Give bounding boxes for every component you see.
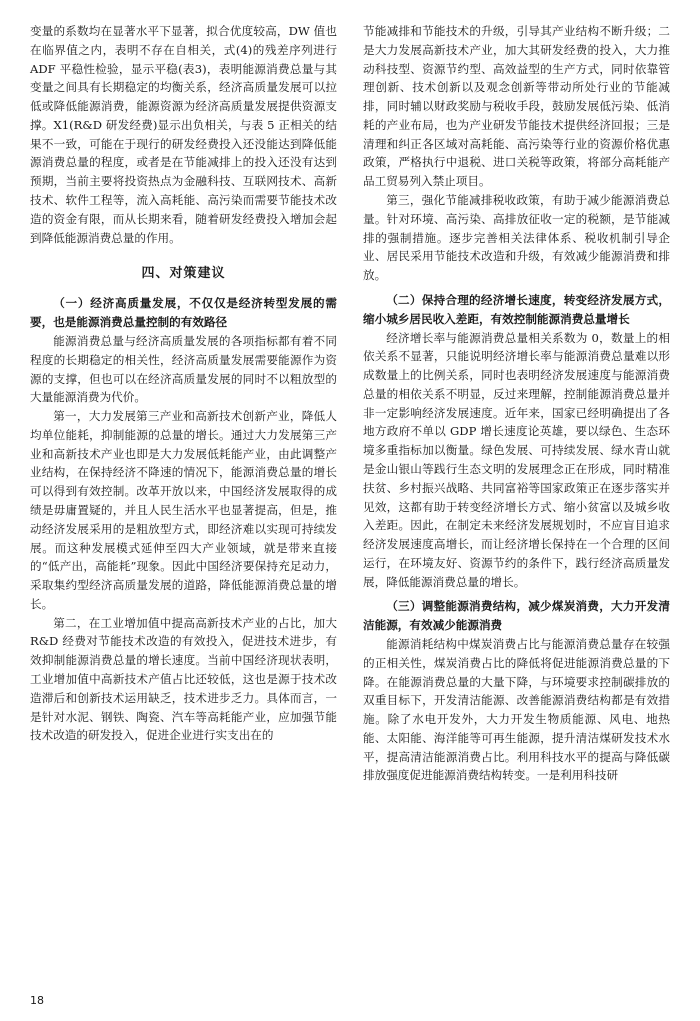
two-column-layout <box>30 22 670 964</box>
subsection-heading: （二）保持合理的经济增长速度，转变经济发展方式，缩小城乡居民收入差距，有效控制能源消费总量增长 <box>363 292 670 326</box>
section-heading: 四、对策建议 <box>141 266 226 282</box>
paragraph: 经济增长率与能源消费总量相关系数为 0，数量上的相依关系不显著，只能说明经济增长率与能源消费总量难以形成数量上的比例关系，同时也表明经济发展速度与能源消费总量的相依关系不明显，反过来理解，控制能源消费总量并非一定影响经济发展速度。近年来，国家已经明确提出了各地方政府不单以 GDP 增长速度论英雄，要以绿色、生态环境多重指标加以衡量。绿色发展、可持续发展、绿水青山就是金山银山等践行生态文明的发展理念正在形成，同时精准扶贫、乡村振兴战略、共同富裕等国家政策正在逐步落实并见效，这都有助于转变经济增长方式、缩小贫富以及城乡收入差距。因此，在制定未来经济发展规划时，不应盲目追求经济发展速度高增长，而让经济增长保持在一个合理的区间运行，在环境友好、资源节约的条件下，践行经济高质量发展，降低能源消费总量的增长。 <box>363 330 670 589</box>
paragraph: 变量的系数均在显著水平下显著，拟合优度较高，DW 值也在临界值之内，表明不存在自相关，式(4)的残差序列进行 ADF 平稳性检验，显示平稳(表3)，表明能源消费总量与其变量之间具有长期稳定的均衡关系，经济高质量发展可以拉低或降低能源消费，能源资源为经济高质量发展提供资源支撑。X1(R&D 研发经费)显示出负相关，与表 5 正相关的结果不一致，可能在于现行的研发经费投入还没能达到降低能源消费总量的程度，或者是在节能减排上的投入还没有达到预期，当前主要将投资热点为金融科技、互联网技术、高新技术、软件工程等，流入高耗能、高污染而需要节能技术改造的资金有限，而从长期来看，随着研发经费投入增加会起到降低能源消费总量的作用。 <box>30 24 337 245</box>
paragraph: 第一，大力发展第三产业和高新技术创新产业，降低人均单位能耗，抑制能源的总量的增长。通过大力发展第三产业和高新技术产业也即是大力发展低耗能产业，由此调整产业结构，在保持经济不降速的情况下，能源消费总量的增长可以得到有效控制。改革开放以来，中国经济发展取得的成绩是毋庸置疑的，并且人民生活水平也显著提高，但是，推动经济发展采用的是粗放型方式，即经济难以实现可持续发展。而这种发展模式延伸至四大产业领域，就是带来直接的“低产出，高能耗”现象。因此中国经济要保持充足动力，采取集约型经济高质量发展的道路，降低能源消费总量的增长。 <box>30 409 337 611</box>
paragraph: 能源消耗结构中煤炭消费占比与能源消费总量存在较强的正相关性，煤炭消费占比的降低将促进能源消费总量的下降。在能源消费总量的大量下降，与环境要求控制碳排放的双重目标下，开发清洁能源、改善能源消费结构都是有效措施。除了水电开发外，大力开发生物质能源、风电、地热能、太阳能、海洋能等可再生能源，提升清洁煤研发技术水平，提高清洁能源消费占比。利用科技水平的提高与降低碳排放强度促进能源消费结构转变。一是利用科技研 <box>363 637 670 783</box>
right-column <box>363 22 670 964</box>
left-column <box>30 22 337 964</box>
paragraph: 节能减排和节能技术的升级，引导其产业结构不断升级；二是大力发展高新技术产业，加大其研发经费的投入，大力推动科技型、资源节约型、高效益型的生产方式，同时依靠管理创新、技术创新以及观念创新等带动所处行业的节能减排，同时辅以财政奖励与税收手段，鼓励发展低污染、低消耗的产业布局，也为产业研发节能技术提供经济回报；三是清理和纠正各区域对高耗能、高污染等行业的资源价格优惠政策，严格执行中退税、进口关税等政策，将部分高耗能产品工贸易列入禁止项目。 <box>363 24 670 189</box>
page-number: 18 <box>30 994 44 1007</box>
paragraph: 第二，在工业增加值中提高高新技术产业的占比，加大 R&D 经费对节能技术改造的有效投入，促进技术进步，有效抑制能源消费总量的增长速度。当前中国经济现状表明，工业增加值中高新技术产值占比还较低，这也是源于技术改造滞后和创新技术运用缺乏，技术进步乏力。具体而言，一是针对水泥、钢铁、陶瓷、汽车等高耗能产业，应加强节能技术改造的研发投入，促进企业进行实支出在的 <box>30 615 337 743</box>
paragraph: 第三，强化节能减排税收政策，有助于减少能源消费总量。针对环境、高污染、高排放征收一定的税额，是节能减排的强制措施。逐步完善相关法律体系、税收机制引导企业、居民采用节能技术改造和升级，有效减少能源消费和排放。 <box>363 193 670 283</box>
paragraph: 能源消费总量与经济高质量发展的各项指标都有着不同程度的长期稳定的相关性，经济高质量发展需要能源作为资源的支撑，但也可以在经济高质量发展的同时不以粗放型的大量能源消费为代价。 <box>30 333 337 405</box>
subsection-heading: （一）经济高质量发展，不仅仅是经济转型发展的需要，也是能源消费总量控制的有效路径 <box>30 296 337 330</box>
subsection-heading: （三）调整能源消费结构，减少煤炭消费，大力开发清洁能源，有效减少能源消费 <box>363 599 670 633</box>
